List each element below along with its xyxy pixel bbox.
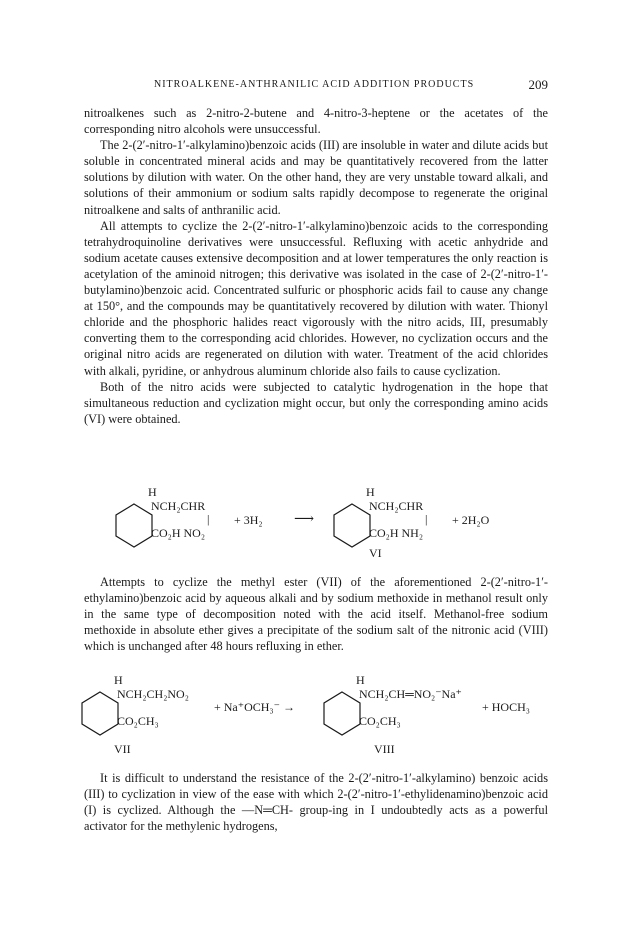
compound-label-vii: VII [114,742,131,756]
methoxide-reagent: + Na⁺OCH₃⁻ → [214,700,295,714]
reaction-scheme-methoxide [84,674,548,758]
reaction-scheme-hydrogenation [84,486,548,560]
running-title: NITROALKENE-ANTHRANILIC ACID ADDITION PRODUCTS [154,79,475,90]
vii-h: H [114,673,123,687]
paragraph-6: It is difficult to understand the resistance of the 2-(2′-nitro-1′-alkylamino) benzoic acids (III) to cyclization in view of the ease with which 2-(2′-nitro-1′-ethylidenamino)benzoic acid (I) is cyclized. Although the —N═CH- group-ing in I undoubtedly acts as a powerful activator for the methylenic hydrogens, [84,771,548,834]
paragraph-2: The 2-(2′-nitro-1′-alkylamino)benzoic acids (III) are insoluble in water and dilute acids but soluble in concentrated mineral acids and may be quantitatively recovered from the latter solutions by dilution with water. On the other hand, they are very unstable toward alkali, and solutions of their ammonium or sodium salts rapidly decompose to regenerate the original nitroalkene and salts of anthranilic acid. [84,138,548,217]
paragraph-5: Attempts to cyclize the methyl ester (VII) of the aforementioned 2-(2′-nitro-1′-ethylamino)benzoic acid by aqueous alkali and by sodium methoxide in methanol result only in the same type of decomposition noted with the acid itself. Methanol-free sodium methoxide in absolute ether gives a precipitate of the sodium salt of the nitronic acid (VIII) which is unchanged after 48 hours refluxing in ether. [84,575,548,654]
text-block-lower [84,770,548,834]
benzene-ring-viii [324,692,360,735]
benzene-ring-product [334,504,370,547]
page-header [84,77,548,95]
reaction-arrow: ⟶ [294,512,315,527]
reactant-h: H [148,485,157,499]
reactant-bond: | [207,512,210,526]
reactant-substituents: CO₂H NO₂ [151,526,206,540]
product-side-chain: NCH₂CHR [369,499,424,513]
viii-h: H [356,673,365,687]
methanol-byproduct: + HOCH₃ [482,700,530,714]
viii-ester: CO₂CH₃ [359,714,401,728]
benzene-ring-vii [82,692,118,735]
benzene-ring-reactant [116,504,152,547]
text-block-upper [84,105,548,427]
paragraph-4: Both of the nitro acids were subjected to catalytic hydrogenation in the hope that simultaneous reduction and cyclization might occur, but only the corresponding amino acids (VI) were obtained. [84,379,548,426]
product-bond: | [425,512,428,526]
viii-side-chain: NCH₂CH═NO₂⁻Na⁺ [359,687,462,701]
vii-ester: CO₂CH₃ [117,714,159,728]
text-block-middle [84,574,548,654]
compound-label-viii: VIII [374,742,395,756]
product-h: H [366,485,375,499]
page-number: 209 [528,77,548,92]
product-substituents: CO₂H NH₂ [369,526,424,540]
paragraph-1: nitroalkenes such as 2-nitro-2-butene and 4-nitro-3-heptene or the acetates of the corresponding nitro alcohols were unsuccessful. [84,106,548,137]
water-byproduct: + 2H₂O [452,513,490,527]
compound-label-vi: VI [369,546,382,560]
reactant-side-chain: NCH₂CHR [151,499,206,513]
paragraph-3: All attempts to cyclize the 2-(2′-nitro-1′-alkylamino)benzoic acids to the corresponding tetrahydroquinoline derivatives were unsuccessful. Refluxing with acetic anhydride and sodium acetate causes extensive decomposition and at lower temperatures the only reaction is acetylation of the aminoid nitrogen; this derivative was isolated in the case of 2-(2′-nitro-1′-butylamino)benzoic acid. Concentrated sulfuric or phosphoric acids fail to cause any change at 150°, and the compounds may be quantitatively recovered by dilution with water. Thionyl chloride and the phosphoric halides react vigorously with the nitro acids, III, presumably converting them to the corresponding acid chlorides. However, no cyclization occurs and the original nitro acids are regenerated on dilution with water. Treatment of the acid chlorides with alkali, pyridine, or anhydrous aluminum chloride also fails to cause cyclization. [84,218,548,378]
vii-side-chain: NCH₂CH₂NO₂ [117,687,189,701]
hydrogen-reagent: + 3H₂ [234,513,263,527]
